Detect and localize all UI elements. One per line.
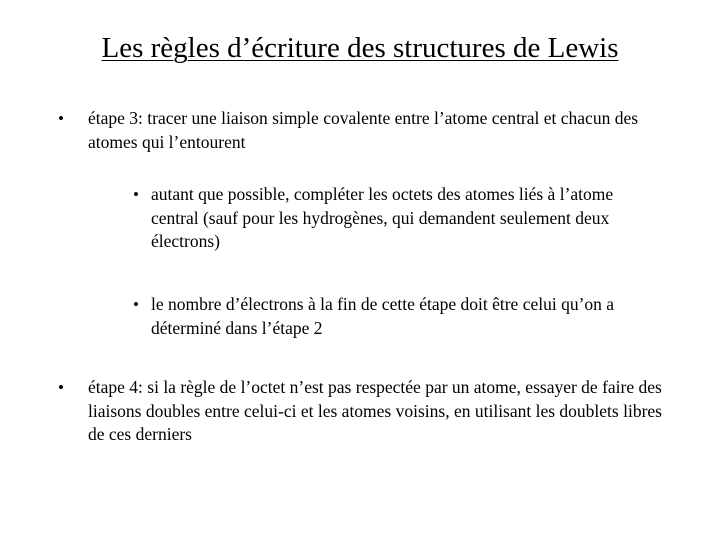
slide-title: Les règles d’écriture des structures de Lewis bbox=[101, 32, 619, 64]
bullet-text: le nombre d’électrons à la fin de cette étape doit être celui qu’on a déterminé dans l’étape 2 bbox=[151, 294, 615, 338]
bullet-text: étape 4: si la règle de l’octet n’est pas respectée par un atome, essayer de faire des liaisons doubles entre celui-ci et les atomes voisins, en utilisant les doublets libres de ces derniers bbox=[88, 377, 662, 444]
bullet-icon: • bbox=[58, 109, 64, 128]
bullet-icon: • bbox=[58, 378, 64, 397]
bullet-icon: • bbox=[133, 185, 139, 204]
bullet-icon: • bbox=[133, 295, 139, 314]
bullet-text: étape 3: tracer une liaison simple covalente entre l’atome central et chacun des atomes qui l’entourent bbox=[88, 108, 639, 152]
bullet-text: autant que possible, compléter les octets des atomes liés à l’atome central (sauf pour les hydrogènes, qui demandent seulement deux électrons) bbox=[151, 184, 614, 251]
